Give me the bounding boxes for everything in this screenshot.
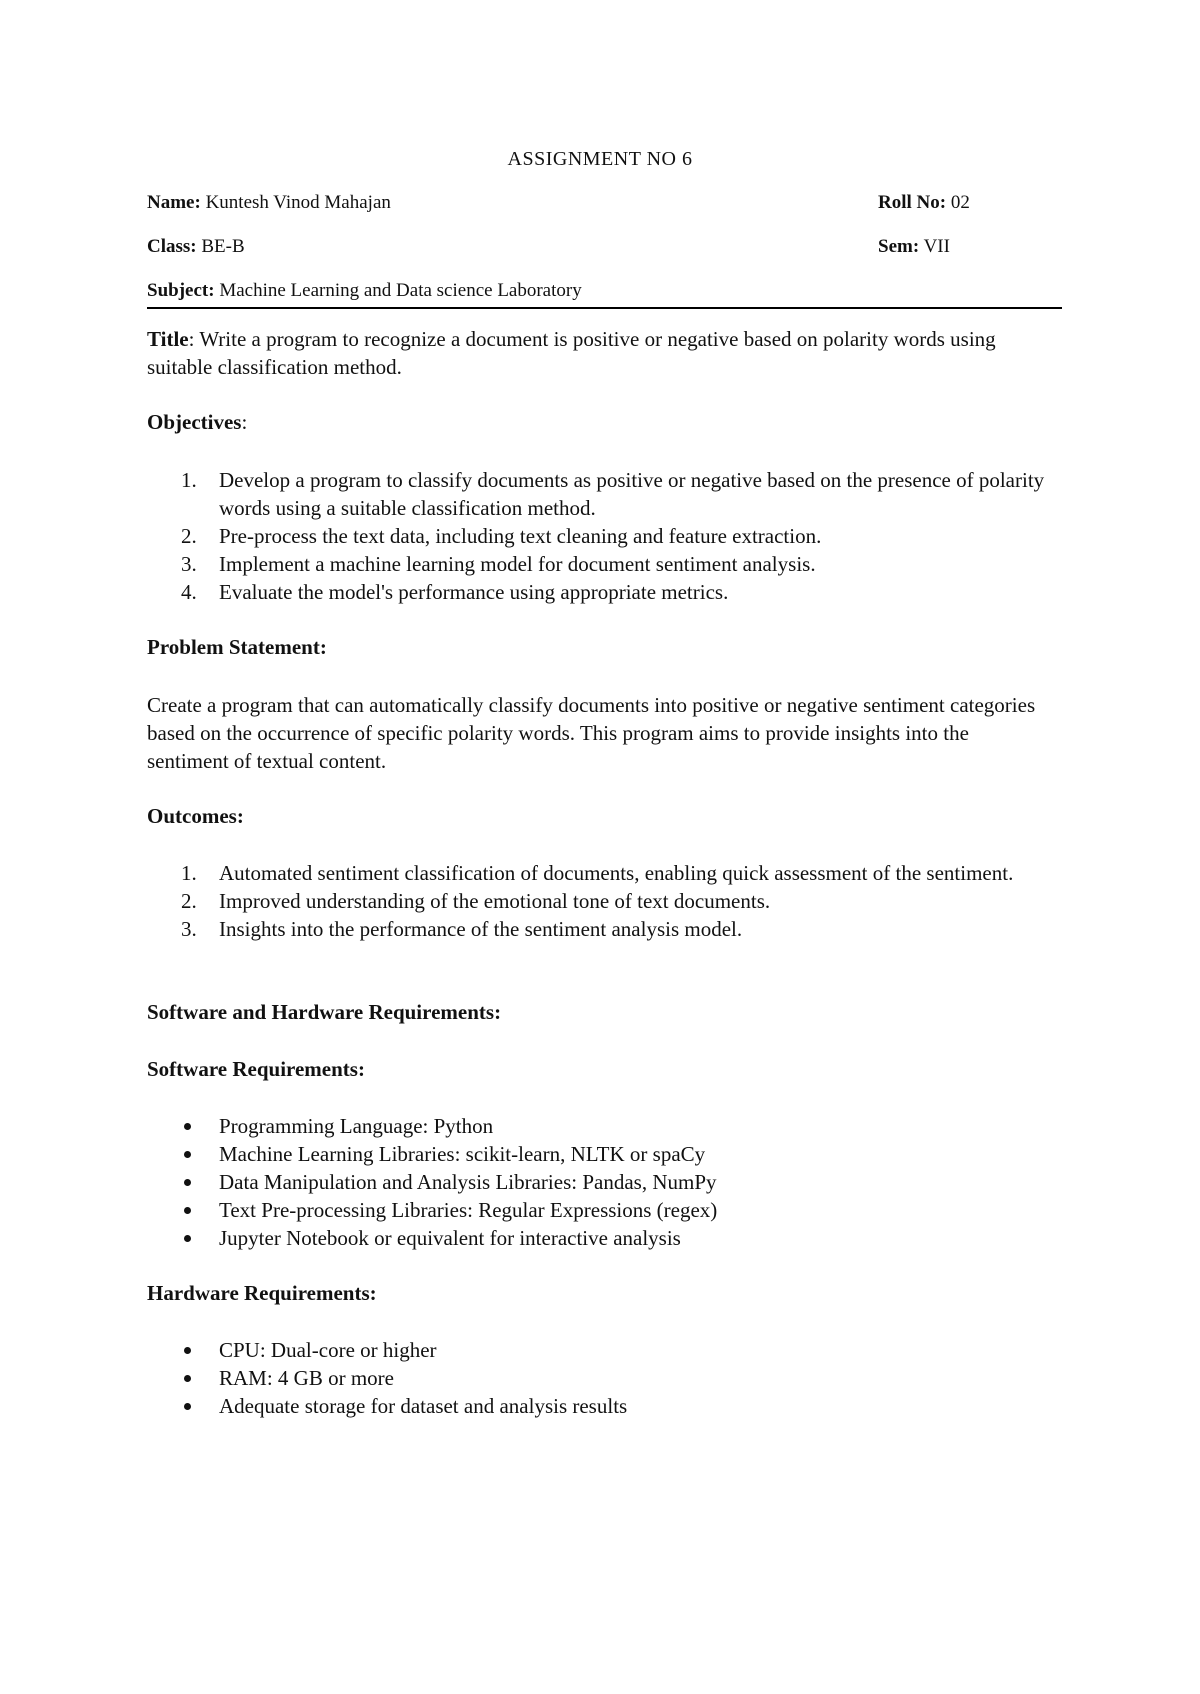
title-text: : Write a program to recognize a document is positive or negative based on polarity words using suitable classification method.	[147, 327, 996, 379]
bullet-icon	[184, 1347, 191, 1354]
subject-label: Subject:	[147, 280, 215, 301]
objectives-colon: :	[241, 410, 248, 434]
bullet-icon	[184, 1403, 191, 1410]
header-divider	[147, 307, 1062, 309]
list-item	[147, 1224, 1047, 1252]
list-item-text: Jupyter Notebook or equivalent for interactive analysis	[219, 1226, 681, 1250]
roll-label: Roll No:	[878, 192, 947, 213]
list-number: 2.	[181, 524, 197, 548]
name-row	[147, 192, 1062, 214]
name-value: Kuntesh Vinod Mahajan	[205, 192, 391, 213]
objectives-heading	[147, 410, 247, 435]
sem-label: Sem:	[878, 236, 920, 257]
list-number: 1.	[181, 468, 197, 492]
list-item-text: Machine Learning Libraries: scikit-learn, NLTK or spaCy	[219, 1142, 706, 1166]
software-requirements-list	[147, 1112, 1047, 1252]
sem	[878, 236, 950, 258]
requirements-heading: Software and Hardware Requirements:	[147, 1000, 502, 1024]
roll-value: 02	[950, 192, 970, 213]
list-item-text: Data Manipulation and Analysis Libraries: Pandas, NumPy	[219, 1170, 717, 1194]
objectives-list	[147, 466, 1047, 606]
list-item	[147, 578, 1047, 606]
bullet-icon	[184, 1375, 191, 1382]
class-label: Class:	[147, 236, 197, 257]
list-item	[147, 550, 1047, 578]
assignment-title: ASSIGNMENT NO 6	[507, 148, 693, 170]
list-number: 3.	[181, 552, 197, 576]
bullet-icon	[184, 1235, 191, 1242]
list-item	[147, 1112, 1047, 1140]
name-label: Name:	[147, 192, 201, 213]
list-number: 3.	[181, 917, 197, 941]
outcomes-list	[147, 859, 1047, 943]
roll-no	[878, 192, 970, 214]
class-value: BE-B	[201, 236, 245, 257]
objectives-heading-text: Objectives	[147, 410, 242, 434]
problem-statement-heading: Problem Statement:	[147, 635, 327, 659]
bullet-icon	[184, 1179, 191, 1186]
list-item	[147, 466, 1047, 522]
bullet-icon	[184, 1207, 191, 1214]
list-item-text: Insights into the performance of the sentiment analysis model.	[219, 917, 743, 941]
list-item-text: Automated sentiment classification of documents, enabling quick assessment of the sentiment.	[219, 861, 1014, 885]
class-row	[147, 236, 1062, 258]
subject-value: Machine Learning and Data science Laboratory	[219, 280, 582, 301]
list-item	[147, 1168, 1047, 1196]
list-item-text: Adequate storage for dataset and analysis results	[219, 1394, 628, 1418]
list-item	[147, 915, 1047, 943]
title-label: Title	[147, 327, 189, 351]
bullet-icon	[184, 1123, 191, 1130]
list-item-text: Programming Language: Python	[219, 1114, 494, 1138]
list-item	[147, 887, 1047, 915]
list-item	[147, 859, 1047, 887]
list-item-text: Develop a program to classify documents as positive or negative based on the presence of polarity words using a suitable classification method.	[219, 468, 1045, 520]
list-item	[147, 1196, 1047, 1224]
outcomes-heading: Outcomes:	[147, 804, 244, 828]
list-item	[147, 522, 1047, 550]
list-item-text: Evaluate the model's performance using appropriate metrics.	[219, 580, 729, 604]
list-number: 2.	[181, 889, 197, 913]
subject-row	[147, 280, 1062, 302]
list-item-text: Text Pre-processing Libraries: Regular Expressions (regex)	[219, 1198, 718, 1222]
list-item	[147, 1364, 1047, 1392]
hardware-requirements-list	[147, 1336, 1047, 1420]
problem-statement-text: Create a program that can automatically classify documents into positive or negative sentiment categories based on the occurrence of specific polarity words. This program aims to provide insights into the sentiment of textual content.	[147, 693, 1036, 773]
list-item	[147, 1392, 1047, 1420]
list-number: 1.	[181, 861, 197, 885]
hardware-requirements-heading: Hardware Requirements:	[147, 1281, 377, 1305]
bullet-icon	[184, 1151, 191, 1158]
list-item-text: CPU: Dual-core or higher	[219, 1338, 437, 1362]
list-item	[147, 1140, 1047, 1168]
list-item-text: Implement a machine learning model for document sentiment analysis.	[219, 552, 816, 576]
list-item-text: RAM: 4 GB or more	[219, 1366, 394, 1390]
list-number: 4.	[181, 580, 197, 604]
list-item-text: Pre-process the text data, including text cleaning and feature extraction.	[219, 524, 822, 548]
list-item-text: Improved understanding of the emotional tone of text documents.	[219, 889, 771, 913]
title-paragraph	[147, 325, 1047, 381]
software-requirements-heading: Software Requirements:	[147, 1057, 365, 1081]
sem-value: VII	[923, 236, 950, 257]
list-item	[147, 1336, 1047, 1364]
